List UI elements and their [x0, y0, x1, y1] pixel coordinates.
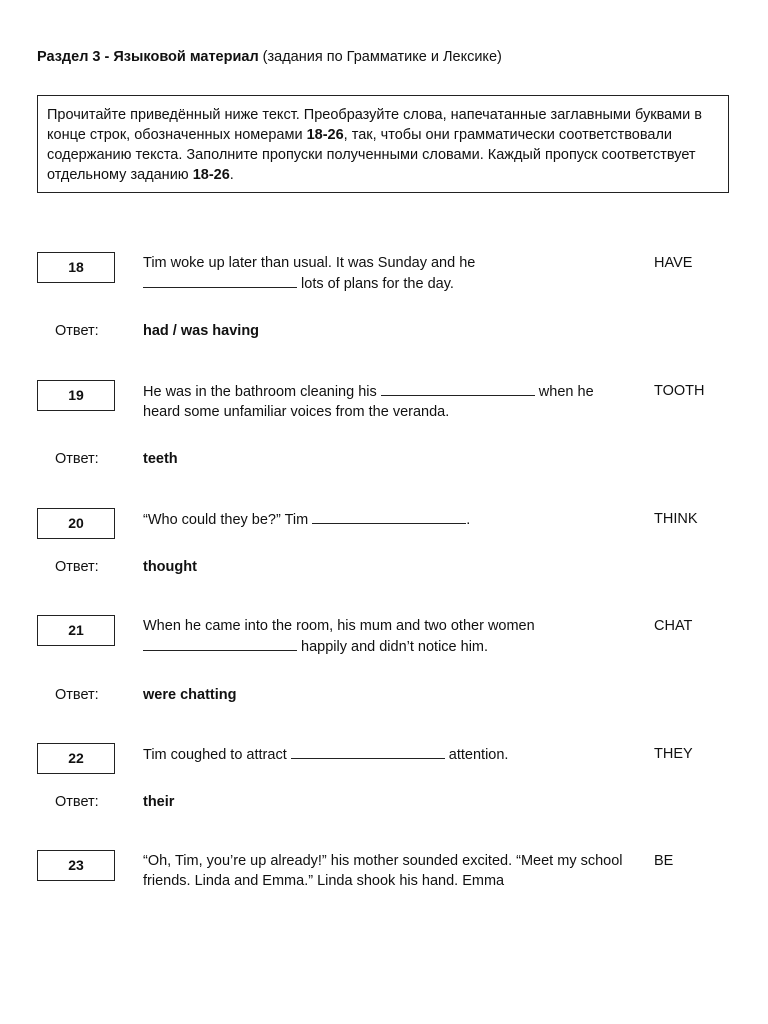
task-keyword: THEY: [654, 746, 693, 762]
task-text: [143, 851, 633, 891]
answer-blank[interactable]: [291, 744, 445, 759]
answer-label: Ответ:: [55, 559, 99, 575]
task-keyword: TOOTH: [654, 383, 705, 399]
task-text-before: Tim coughed to attract: [143, 747, 291, 763]
task-text-before: “Who could they be?” Tim: [143, 512, 313, 528]
task-number-box: 20: [37, 508, 115, 539]
task-text-before: “Oh, Tim, you’re up already!” his mother sounded excited. “Meet my school friends. Linda and Emma.” Linda shook his hand. Emma: [143, 853, 623, 889]
section-title: [37, 47, 502, 67]
section-title-bold: Раздел 3 - Языковой материал: [37, 49, 259, 65]
task-text-after: attention.: [444, 747, 509, 763]
answer-value: were chatting: [143, 687, 237, 703]
instruction-box: [37, 95, 729, 193]
task-keyword: CHAT: [654, 618, 693, 634]
answer-value: their: [143, 794, 175, 810]
task-text-after: lots of plans for the day.: [297, 276, 454, 292]
answer-value: teeth: [143, 451, 178, 467]
answer-value: thought: [143, 559, 197, 575]
task-number-box: 18: [37, 252, 115, 283]
section-title-rest: (задания по Грамматике и Лексике): [258, 49, 502, 65]
task-text-before: He was in the bathroom cleaning his: [143, 384, 381, 400]
answer-blank[interactable]: [143, 273, 297, 288]
task-text: [143, 381, 633, 422]
task-text: [143, 509, 633, 530]
answer-label: Ответ:: [55, 687, 99, 703]
answer-value: had / was having: [143, 323, 260, 339]
instruction-range1: 18-26: [306, 127, 344, 143]
task-text: [143, 744, 633, 765]
answer-label: Ответ:: [55, 451, 99, 467]
task-number-box: 23: [37, 850, 115, 881]
task-text-after: .: [466, 512, 471, 528]
task-text: [143, 616, 633, 657]
instruction-part2: , так, чтобы они грамматически соответствовали содержанию текста. Заполните пропуски полученными словами. Каждый пропуск соответствует отдельному заданию: [47, 127, 696, 183]
answer-label: Ответ:: [55, 794, 99, 810]
answer-label: Ответ:: [55, 323, 99, 339]
task-text: [143, 253, 633, 294]
answer-blank[interactable]: [381, 381, 535, 396]
instruction-range2: 18-26: [192, 167, 230, 183]
task-text-before: Tim woke up later than usual. It was Sunday and he: [143, 255, 476, 271]
task-keyword: HAVE: [654, 255, 693, 271]
task-text-before: When he came into the room, his mum and two other women: [143, 618, 535, 634]
answer-blank[interactable]: [143, 636, 297, 651]
task-keyword: THINK: [654, 511, 698, 527]
task-text-after: happily and didn’t notice him.: [297, 639, 489, 655]
task-number-box: 21: [37, 615, 115, 646]
task-number-box: 19: [37, 380, 115, 411]
task-number-box: 22: [37, 743, 115, 774]
instruction-part3: .: [229, 167, 234, 183]
answer-blank[interactable]: [312, 509, 466, 524]
instruction-part1: Прочитайте приведённый ниже текст. Преобразуйте слова, напечатанные заглавными буквами в конце строк, обозначенных номерами: [47, 107, 702, 143]
task-keyword: BE: [654, 853, 674, 869]
task-text-after: when he heard some unfamiliar voices from the veranda.: [143, 384, 594, 420]
